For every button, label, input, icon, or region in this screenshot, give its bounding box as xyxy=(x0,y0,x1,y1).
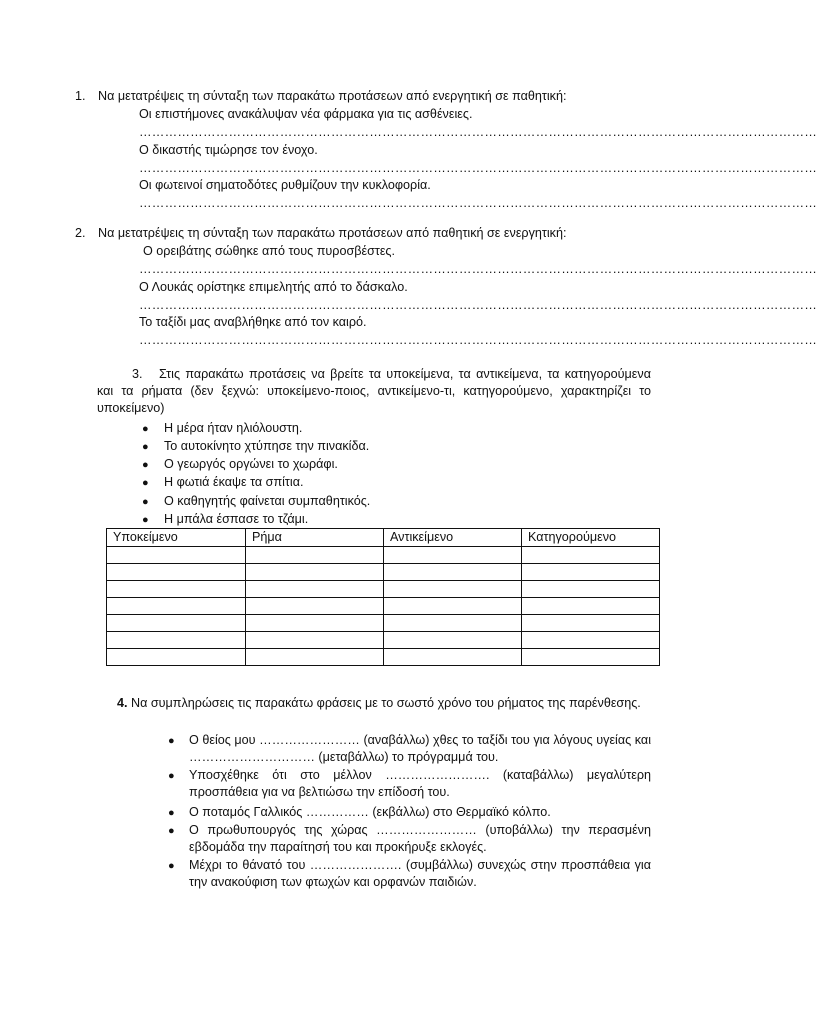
table-cell[interactable] xyxy=(246,564,384,581)
table-cell[interactable] xyxy=(384,581,522,598)
table-row xyxy=(107,598,660,615)
q3-bullet-6: ● xyxy=(142,514,149,526)
table-header-object: Αντικείμενο xyxy=(384,529,522,547)
q2-answer-line-1[interactable]: …………………………………………………………………………………………………………………………………………… xyxy=(139,262,817,276)
table-row xyxy=(107,649,660,666)
table-cell[interactable] xyxy=(107,564,246,581)
q1-answer-line-1[interactable]: …………………………………………………………………………………………………………………………………………… xyxy=(139,125,817,139)
table-cell[interactable] xyxy=(522,598,660,615)
q4-bullet-4: ● xyxy=(168,825,175,837)
q2-instruction: Να μετατρέψεις τη σύνταξη των παρακάτω προτάσεων από παθητική σε ενεργητική: xyxy=(98,226,567,240)
table-cell[interactable] xyxy=(246,632,384,649)
q1-sentence-3: Οι φωτεινοί σηματοδότες ρυθμίζουν την κυκλοφορία. xyxy=(139,178,431,192)
table-cell[interactable] xyxy=(384,547,522,564)
q1-answer-line-3[interactable]: …………………………………………………………………………………………………………………………………………… xyxy=(139,196,817,210)
q3-item-5: Ο καθηγητής φαίνεται συμπαθητικός. xyxy=(164,494,371,508)
table-row xyxy=(107,547,660,564)
table-cell[interactable] xyxy=(522,564,660,581)
q2-sentence-2: Ο Λουκάς ορίστηκε επιμελητής από το δάσκαλο. xyxy=(139,280,408,294)
q3-item-6: Η μπάλα έσπασε το τζάμι. xyxy=(164,512,309,526)
table-cell[interactable] xyxy=(522,632,660,649)
q3-number: 3. xyxy=(132,367,143,381)
table-cell[interactable] xyxy=(522,581,660,598)
table-row xyxy=(107,581,660,598)
table-cell[interactable] xyxy=(107,615,246,632)
q1-sentence-2: Ο δικαστής τιμώρησε τον ένοχο. xyxy=(139,143,318,157)
q4-item-4: Ο πρωθυπουργός της χώρας …………………… (υποβάλλω) την περασμένη εβδομάδα την παραίτησή του και προκήρυξε εκλογές. xyxy=(189,823,651,854)
q4-bullet-2: ● xyxy=(168,770,175,782)
table-cell[interactable] xyxy=(246,649,384,666)
answer-table xyxy=(106,528,660,666)
table-cell[interactable] xyxy=(246,615,384,632)
q2-number: 2. xyxy=(75,226,86,240)
table-cell[interactable] xyxy=(384,564,522,581)
q3-item-4: Η φωτιά έκαψε τα σπίτια. xyxy=(164,475,304,489)
q4-item-5: Μέχρι το θάνατό του …………………. (συμβάλλω) συνεχώς στην προσπάθεια για την ανακούφιση των φτωχών και ορφανών παιδιών. xyxy=(189,858,651,889)
table-cell[interactable] xyxy=(384,598,522,615)
q1-answer-line-2[interactable]: …………………………………………………………………………………………………………………………………………… xyxy=(139,161,817,175)
q2-sentence-3: Το ταξίδι μας αναβλήθηκε από τον καιρό. xyxy=(139,315,367,329)
q3-bullet-3: ● xyxy=(142,459,149,471)
table-row xyxy=(107,615,660,632)
table-cell[interactable] xyxy=(246,598,384,615)
q4-item-1: Ο θείος μου …………………… (αναβάλλω) χθες το ταξίδι του για λόγους υγείας και ………………………… (μεταβάλλω) το πρόγραμμά του. xyxy=(189,733,651,764)
table-header-subject: Υποκείμενο xyxy=(107,529,246,547)
table-cell[interactable] xyxy=(107,649,246,666)
table-cell[interactable] xyxy=(107,547,246,564)
q4-number: 4. xyxy=(117,696,128,710)
q3-instruction: Στις παρακάτω προτάσεις να βρείτε τα υποκείμενα, τα αντικείμενα, τα κατηγορούμενα και τα ρήματα (δεν ξεχνώ: υποκείμενο-ποιος, αντικείμενο-τι, κατηγορούμενο, χαρακτηρίζει το υποκείμενο) xyxy=(97,367,651,415)
q3-item-2: Το αυτοκίνητο χτύπησε την πινακίδα. xyxy=(164,439,370,453)
table-cell[interactable] xyxy=(522,547,660,564)
table-cell[interactable] xyxy=(384,615,522,632)
q1-sentence-1: Οι επιστήμονες ανακάλυψαν νέα φάρμακα για τις ασθένειες. xyxy=(139,107,473,121)
q4-instruction: Να συμπληρώσεις τις παρακάτω φράσεις με το σωστό χρόνο του ρήματος της παρένθεσης. xyxy=(131,696,641,710)
table-cell[interactable] xyxy=(522,649,660,666)
table-row xyxy=(107,632,660,649)
q4-item-2: Υποσχέθηκε ότι στο μέλλον ……………………. (καταβάλλω) μεγαλύτερη προσπάθεια για να βελτιώσω την επίδοσή του. xyxy=(189,768,651,799)
q2-sentence-1: Ο ορειβάτης σώθηκε από τους πυροσβέστες. xyxy=(143,244,396,258)
q3-bullet-1: ● xyxy=(142,423,149,435)
table-header-verb: Ρήμα xyxy=(246,529,384,547)
q2-answer-line-2[interactable]: …………………………………………………………………………………………………………………………………………… xyxy=(139,298,817,312)
table-header-predicate: Κατηγορούμενο xyxy=(522,529,660,547)
table-cell[interactable] xyxy=(107,598,246,615)
table-cell[interactable] xyxy=(246,547,384,564)
q3-bullet-5: ● xyxy=(142,496,149,508)
table-cell[interactable] xyxy=(522,615,660,632)
q1-instruction: Να μετατρέψεις τη σύνταξη των παρακάτω προτάσεων από ενεργητική σε παθητική: xyxy=(98,89,567,103)
table-cell[interactable] xyxy=(246,581,384,598)
table-cell[interactable] xyxy=(107,632,246,649)
q3-item-3: Ο γεωργός οργώνει το χωράφι. xyxy=(164,457,338,471)
table-cell[interactable] xyxy=(107,581,246,598)
q4-bullet-3: ● xyxy=(168,807,175,819)
q4-instruction-block xyxy=(117,695,651,712)
q2-answer-line-3[interactable]: …………………………………………………………………………………………………………………………………………… xyxy=(139,333,817,347)
table-cell[interactable] xyxy=(384,649,522,666)
table-header-row xyxy=(107,529,660,547)
q3-bullet-2: ● xyxy=(142,441,149,453)
q3-bullet-4: ● xyxy=(142,477,149,489)
q4-bullet-5: ● xyxy=(168,860,175,872)
q4-item-3: Ο ποταμός Γαλλικός …………… (εκβάλλω) στο Θερμαϊκό κόλπο. xyxy=(189,805,551,819)
q3-item-1: Η μέρα ήταν ηλιόλουστη. xyxy=(164,421,303,435)
table-cell[interactable] xyxy=(384,632,522,649)
q1-number: 1. xyxy=(75,89,86,103)
table-row xyxy=(107,564,660,581)
q4-bullet-1: ● xyxy=(168,735,175,747)
